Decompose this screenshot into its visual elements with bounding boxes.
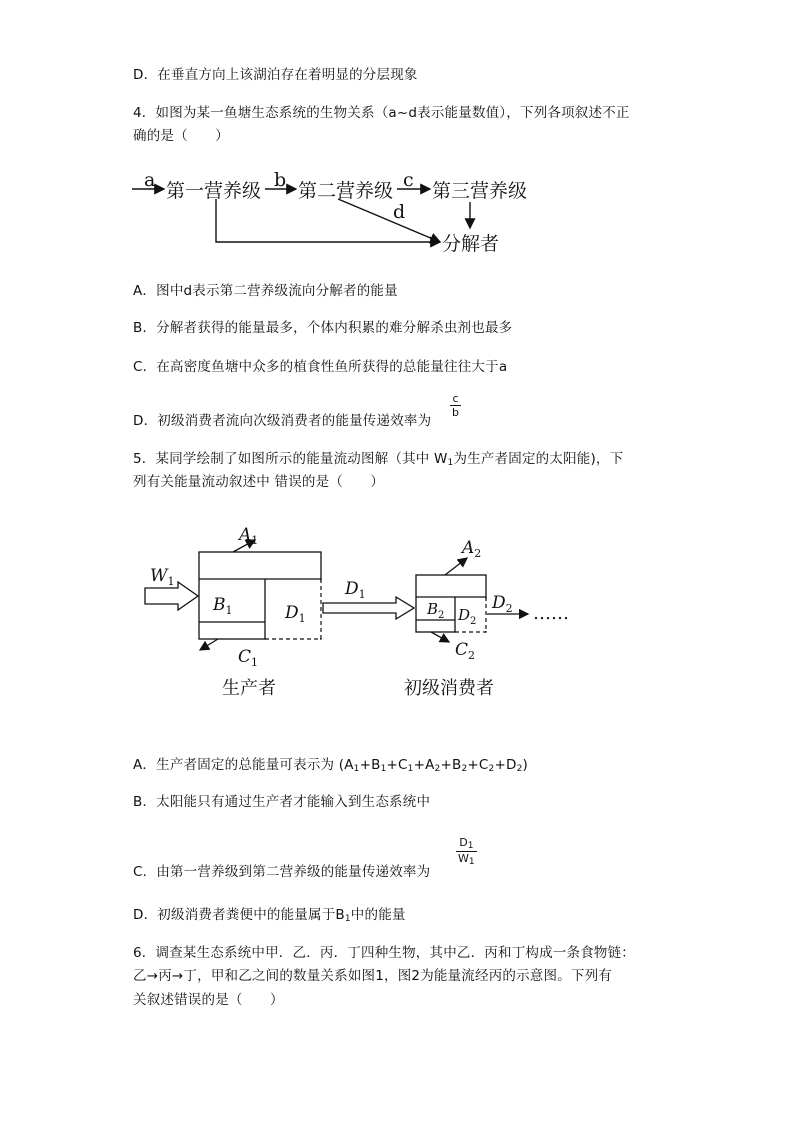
q4-label-d: d (393, 201, 406, 223)
q4-label-c: c (403, 169, 414, 191)
q4-arrow-level1-to-decomposer (216, 199, 440, 242)
q4-option-c: C．在高密度鱼塘中众多的植食性鱼所获得的总能量往往大于a (133, 359, 508, 375)
q4-label-b: b (274, 169, 287, 191)
q5-stem-line2: 列有关能量流动叙述中 错误的是（ ） (133, 474, 385, 490)
q4-decomposer-label: 分解者 (442, 233, 500, 255)
q5-label-c1: $C_1$ (238, 647, 259, 669)
q4-food-chain-diagram (0, 160, 794, 260)
q4-level1-label: 第一营养级 (166, 180, 262, 202)
q5-label-b2: $B_2$ (427, 600, 445, 621)
q4-level3-label: 第三营养级 (432, 180, 528, 202)
q4-option-d: D．初级消费者流向次级消费者的能量传递效率为 (133, 413, 432, 429)
q4-stem-line1: 4．如图为某一鱼塘生态系统的生物关系（a~d表示能量数值），下列各项叙述不正 (133, 105, 630, 121)
q5-label-d1-box: $D_1$ (285, 603, 306, 625)
q5-label-a1: $A_1$ (239, 525, 259, 547)
q6-stem-line2: 乙→丙→丁，甲和乙之间的数量关系如图1，图2为能量流经丙的示意图。下列有 (133, 968, 613, 984)
q5-option-d: D．初级消费者粪便中的能量属于$B_1$中的能量 (133, 907, 406, 924)
fraction-denominator: $W_1$ (458, 852, 475, 867)
q5-label-d2-box: $D_2$ (458, 606, 477, 627)
fraction-numerator: $D_1$ (456, 836, 477, 852)
q4-label-a: a (144, 169, 156, 191)
q5-arrow-c1 (200, 639, 218, 650)
q3-option-d: D．在垂直方向上该湖泊存在着明显的分层现象 (133, 67, 418, 83)
q4-arrow-d (338, 199, 440, 242)
q5-d1-arrow (323, 597, 414, 619)
q5-consumer-caption: 初级消费者 (404, 678, 494, 699)
q5-label-b1: $B_1$ (213, 595, 233, 617)
q4-level2-label: 第二营养级 (298, 180, 394, 202)
q5-option-a: A．生产者固定的总能量可表示为 $(A_1+B_1+C_1+A_2+B_2+C_2+D_2)$ (133, 757, 528, 774)
q5-label-a2: $A_2$ (462, 538, 482, 560)
q4-stem-line2: 确的是（ ） (133, 128, 229, 144)
q5-arrow-c2 (431, 632, 449, 642)
q5-arrow-a2 (445, 558, 467, 575)
q6-stem-line1: 6．调查某生态系统中甲．乙．丙．丁四种生物，其中乙．丙和丁构成一条食物链： (133, 945, 635, 961)
q5-option-c: C．由第一营养级到第二营养级的能量传递效率为 (133, 864, 431, 880)
q5-option-b: B．太阳能只有通过生产者才能输入到生态系统中 (133, 794, 431, 810)
q5-stem-line1: 5．某同学绘制了如图所示的能量流动图解（其中 $W_1$为生产者固定的太阳能)，下 (133, 451, 624, 468)
q4-option-b: B．分解者获得的能量最多，个体内积累的难分解杀虫剂也最多 (133, 320, 513, 336)
q4-option-d-fraction (450, 392, 461, 419)
q5-producer-caption: 生产者 (222, 678, 276, 699)
q5-label-d2-arrow: $D_2$ (492, 593, 513, 615)
q4-option-a: A．图中d表示第二营养级流向分解者的能量 (133, 283, 398, 299)
q6-stem-line3: 关叙述错误的是（ ） (133, 992, 284, 1008)
q5-label-w1: $W_1$ (150, 566, 175, 588)
fraction-numerator: c (450, 392, 461, 406)
q5-energy-flow-diagram (0, 515, 794, 705)
q5-dots: …… (533, 603, 569, 624)
q5-label-c2: $C_2$ (455, 640, 476, 662)
fraction-denominator: b (452, 406, 459, 419)
q5-option-c-fraction (456, 836, 477, 867)
q5-label-d1-arrow: $D_1$ (345, 579, 366, 601)
